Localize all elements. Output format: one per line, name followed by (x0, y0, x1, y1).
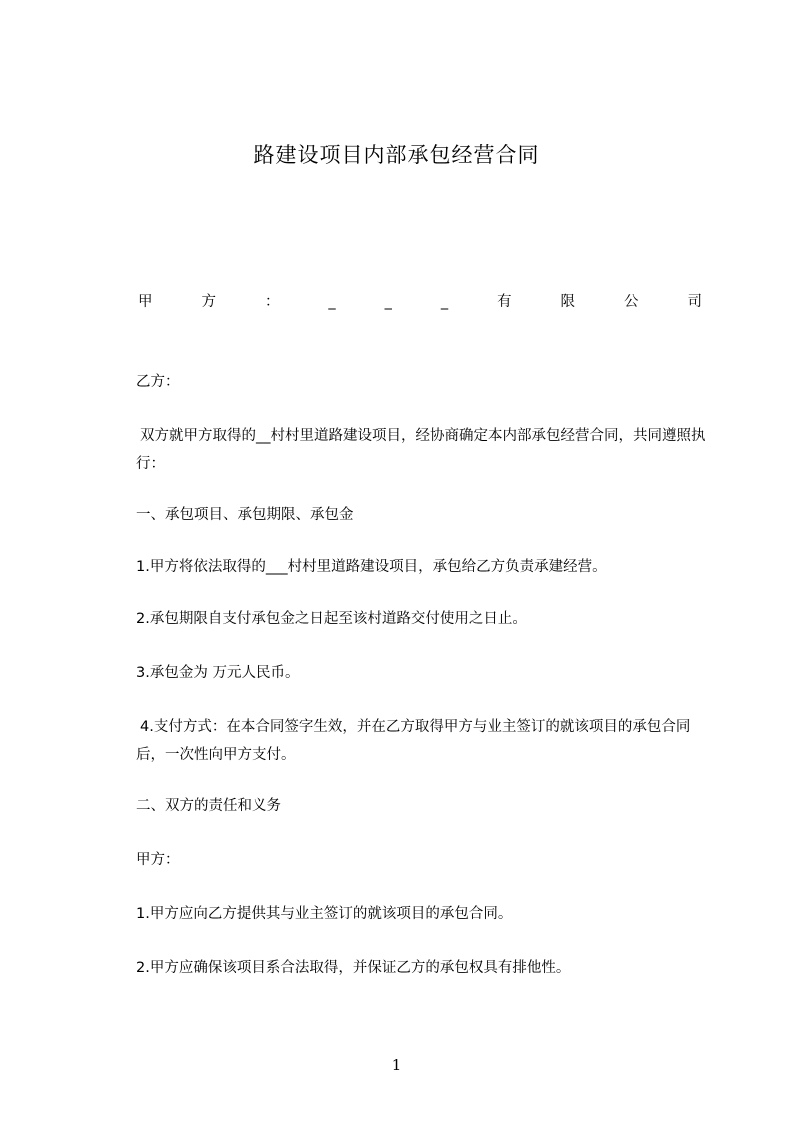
section-2-item-2: 2.甲方应确保该项目系合法取得，并保证乙方的承包权具有排他性。 (136, 960, 571, 976)
party-a-label: 甲方： (136, 852, 180, 868)
section-1-item-4: 4.支付方式：在本合同签字生效，并在乙方取得甲方与业主签订的就该项目的承包合同后，一次性向甲方支付。 (136, 719, 691, 763)
party-a-char: _ (440, 294, 449, 310)
section-1-item-1: 1.甲方将依法取得的___村村里道路建设项目，承包给乙方负责承建经营。 (136, 559, 607, 575)
document-title: 路建设项目内部承包经营合同 (253, 143, 540, 167)
party-a-char: 公 (624, 294, 639, 310)
party-a-char: 有 (497, 294, 512, 310)
page-number: 1 (391, 1056, 402, 1074)
section-1-heading: 一、承包项目、承包期限、承包金 (136, 507, 354, 523)
party-a-company-line (138, 290, 702, 314)
party-b-label: 乙方： (136, 374, 180, 390)
party-a-char: 方 (201, 294, 216, 310)
intro-paragraph: 双方就甲方取得的__村村里道路建设项目，经协商确定本内部承包经营合同，共同遵照执行： (136, 428, 706, 472)
section-2-item-1: 1.甲方应向乙方提供其与业主签订的就该项目的承包合同。 (136, 906, 513, 922)
party-a-char: _ (328, 294, 336, 310)
section-1-item-3: 3.承包金为 万元人民币。 (136, 665, 300, 681)
section-1-item-2: 2.承包期限自支付承包金之日起至该村道路交付使用之日止。 (136, 611, 527, 627)
party-a-char: 限 (560, 294, 576, 310)
section-2-heading: 二、双方的责任和义务 (136, 798, 281, 814)
party-a-char: ： (264, 294, 280, 310)
party-a-char: 司 (687, 294, 702, 310)
party-a-char: _ (384, 294, 392, 310)
party-a-char: 甲 (138, 294, 153, 310)
